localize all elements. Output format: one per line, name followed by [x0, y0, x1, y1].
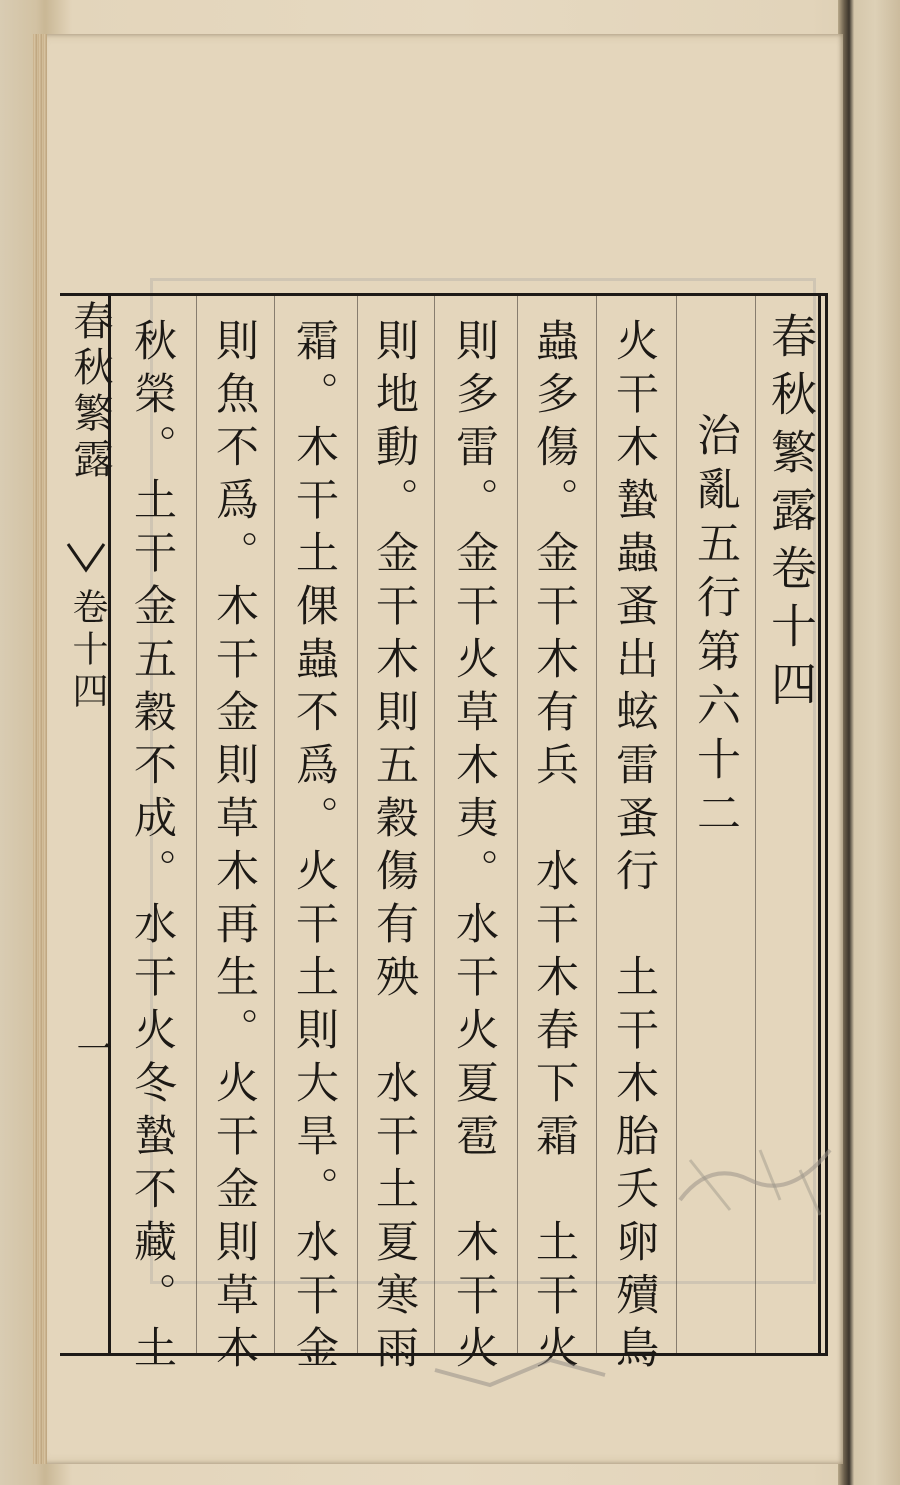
text-column-5: 霜。木干土倮蟲不爲。火干土則大旱。水干金	[289, 318, 339, 1378]
binding-edge	[838, 0, 900, 1485]
column-rule	[357, 296, 358, 1353]
seal-stamp-mark	[670, 1130, 840, 1220]
page-edge	[33, 34, 47, 1464]
margin-volume: 卷十四	[67, 588, 108, 714]
text-column-7: 秋榮。土干金五穀不成。水干火冬蟄不藏。土	[127, 318, 177, 1378]
text-column-6: 則魚不爲。木干金則草木再生。火干金則草木	[209, 318, 259, 1378]
column-rule	[434, 296, 435, 1353]
text-column-4: 則地動。金干木則五穀傷有殃 水干土夏寒雨	[369, 318, 419, 1378]
column-rule	[274, 296, 275, 1353]
column-rule	[517, 296, 518, 1353]
column-rule	[596, 296, 597, 1353]
chapter-heading: 治亂五行第六十二	[689, 412, 740, 844]
text-column-3: 則多雷。金干火草木夷。水干火夏雹 木干火	[449, 318, 499, 1378]
text-column-2: 蟲多傷。金干木有兵 水干木春下霜 土干火	[529, 318, 579, 1378]
text-column-1: 火干木蟄蟲蚤出蚿雷蚤行 土干木胎夭卵殰鳥	[609, 318, 659, 1378]
margin-page-number: 一	[71, 1030, 112, 1070]
pencil-mark	[430, 1330, 610, 1400]
fish-tail-mark	[66, 540, 106, 584]
margin-book-title: 春秋繁露	[67, 300, 113, 484]
column-rule	[196, 296, 197, 1353]
volume-title: 春秋繁露卷十四	[764, 312, 818, 718]
